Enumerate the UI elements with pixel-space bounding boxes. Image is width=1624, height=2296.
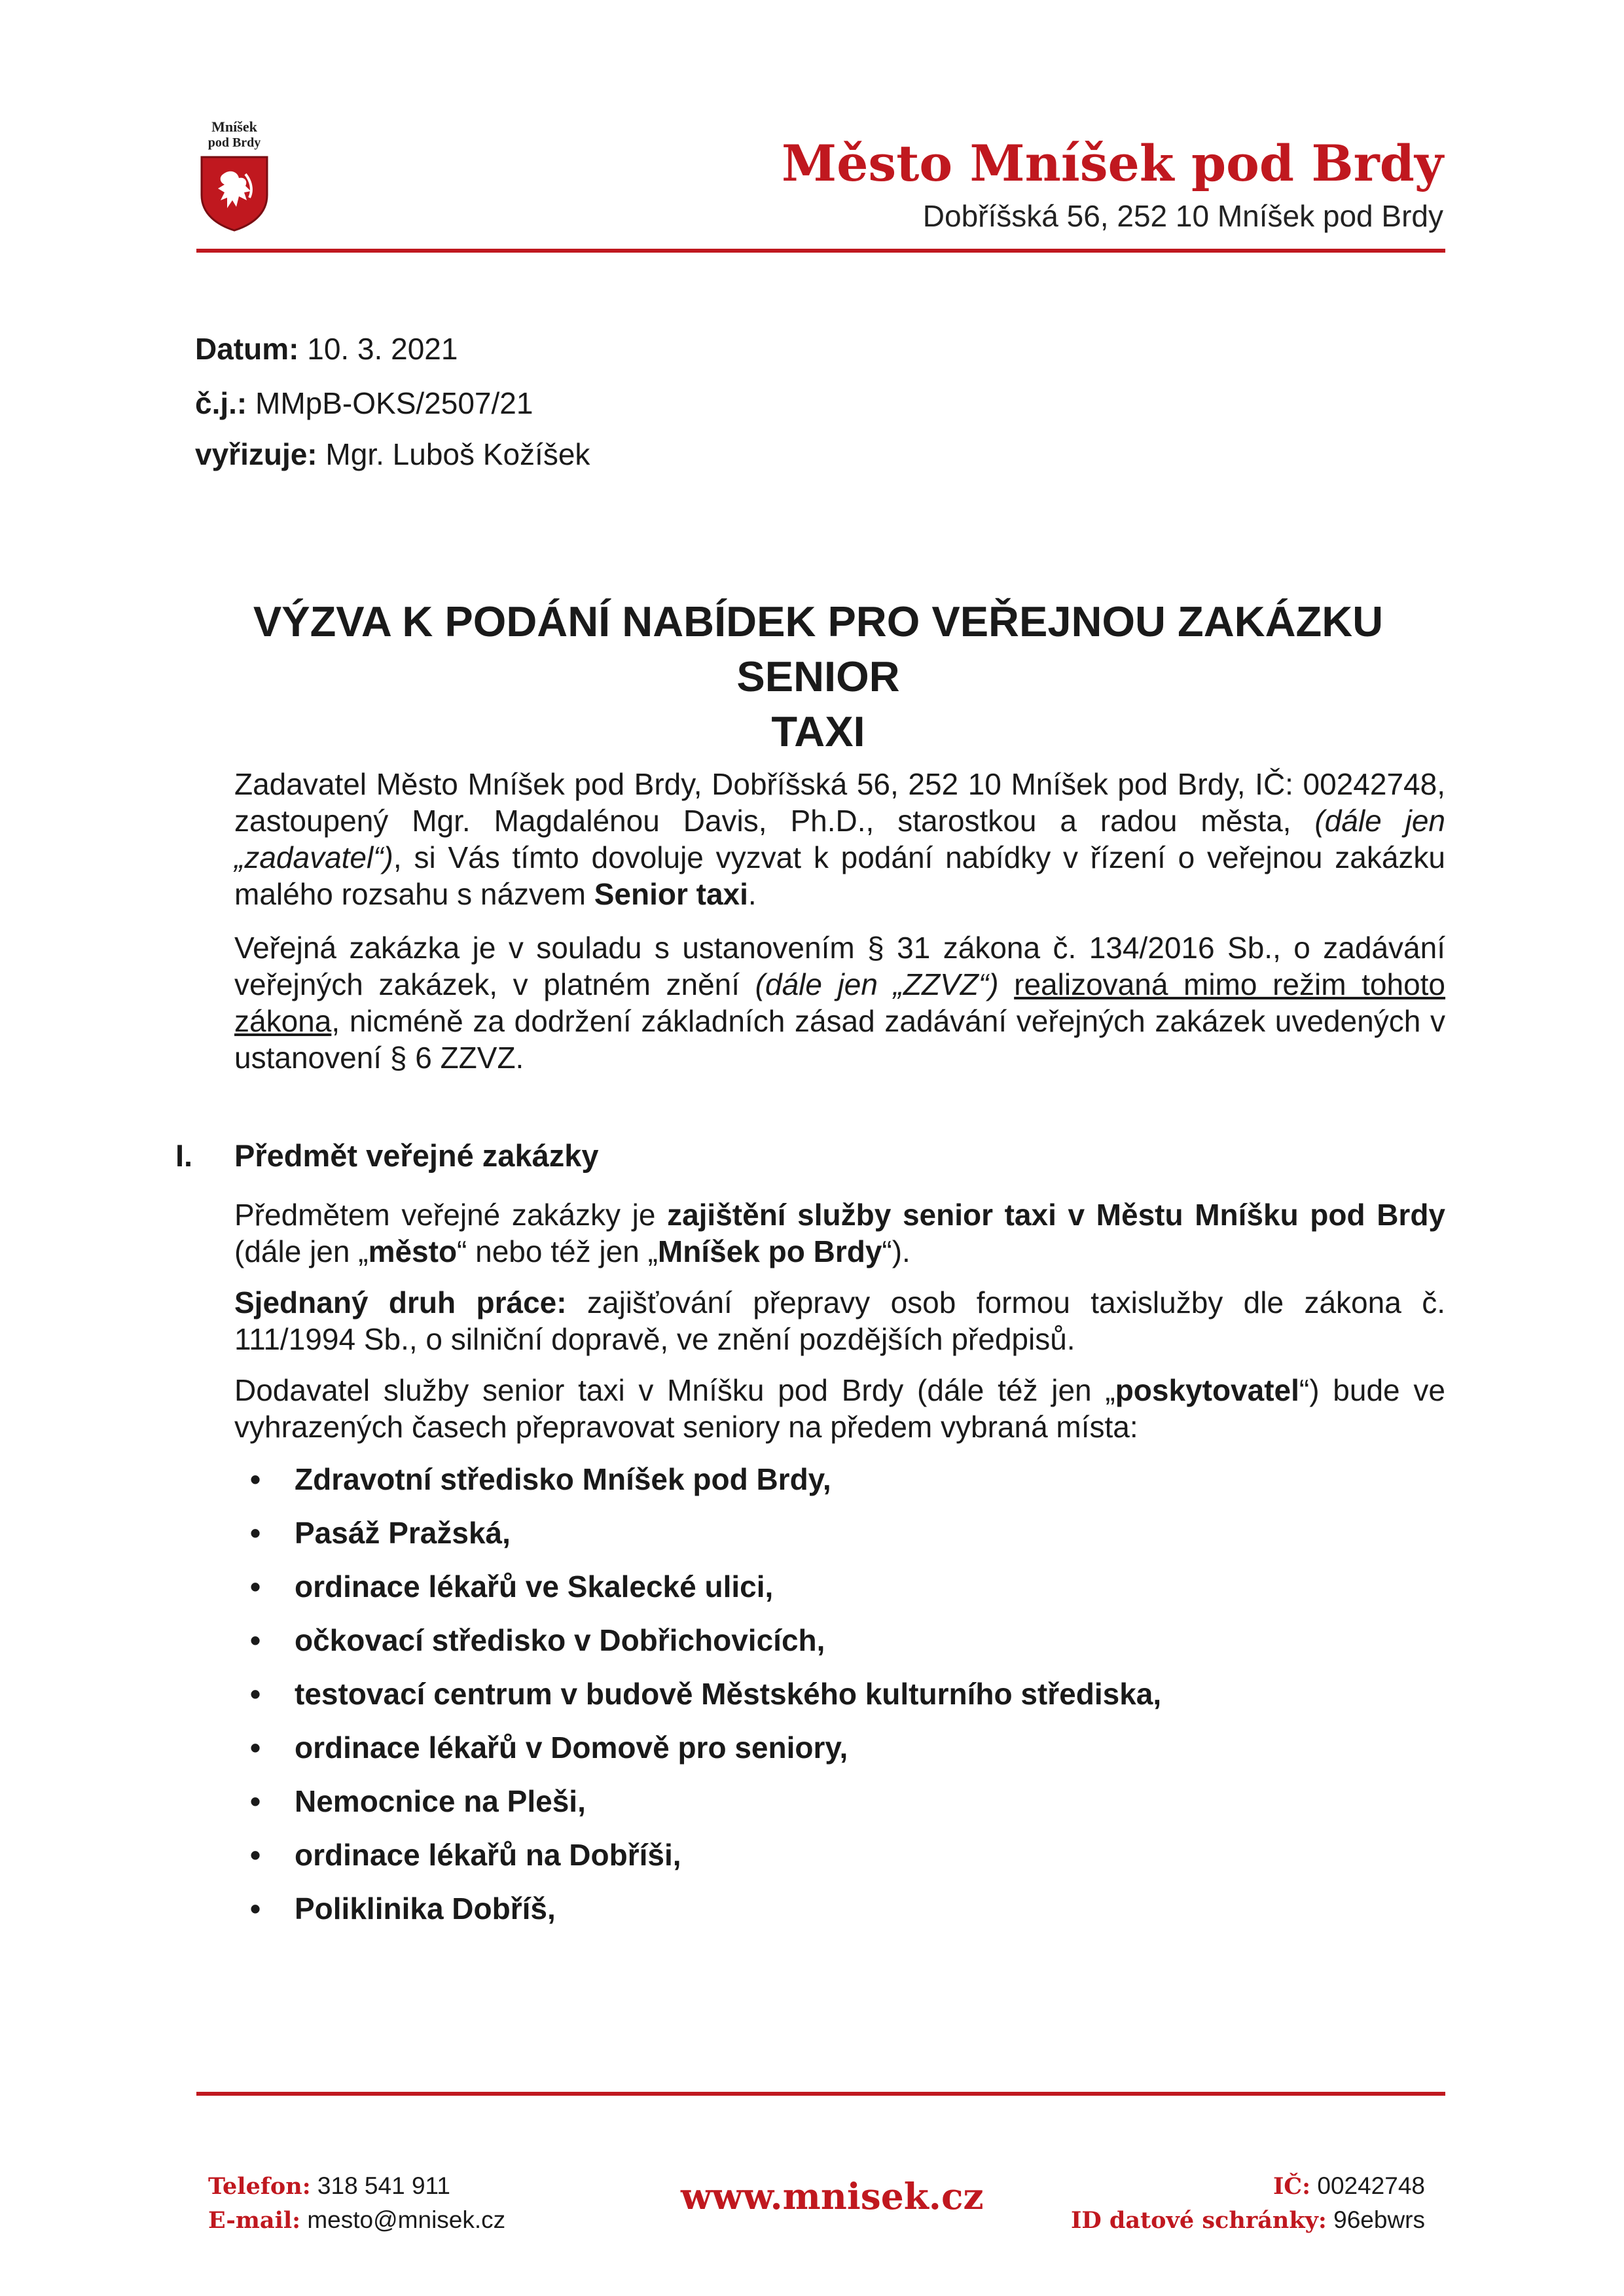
footer-ico bbox=[1273, 2168, 1425, 2205]
list-item: • testovací centrum v budově Městského kulturního střediska, bbox=[234, 1676, 1161, 1729]
intro-p1-text2: , si Vás tímto dovoluje vyzvat k podání nabídky v řízení o veřejnou zakázku malého rozsahu s názvem bbox=[234, 840, 1445, 911]
intro-paragraph-2 bbox=[234, 929, 1445, 1076]
city-name: Město Mníšek pod Brdy bbox=[781, 134, 1443, 192]
city-address: Dobříšská 56, 252 10 Mníšek pod Brdy bbox=[922, 199, 1443, 233]
destination-list bbox=[234, 1461, 1161, 1944]
section1-paragraph-2 bbox=[234, 1284, 1445, 1357]
intro-p2-italic: (dále jen „ZZVZ“) bbox=[755, 967, 999, 1001]
document-title bbox=[190, 594, 1447, 759]
date-label: Datum: bbox=[195, 332, 299, 366]
intro-p2-text: Veřejná zakázka je v souladu s ustanovením § 31 zákona č. 134/2016 Sb., o zadávání veřejných zakázek, v platném znění bbox=[234, 931, 1445, 1001]
handler-value: Mgr. Luboš Kožíšek bbox=[325, 437, 590, 471]
list-item: • Nemocnice na Pleši, bbox=[234, 1783, 1161, 1837]
logo-text-line2: pod Brdy bbox=[208, 135, 261, 150]
email-label: E-mail: bbox=[208, 2207, 301, 2234]
title-line2: TAXI bbox=[771, 708, 865, 755]
ico-label: IČ: bbox=[1272, 2173, 1311, 2200]
title-line1: VÝZVA K PODÁNÍ NABÍDEK PRO VEŘEJNOU ZAKÁZKU SENIOR bbox=[253, 598, 1384, 700]
s1-p2-text: zajišťování přepravy osob formou taxislužby dle zákona č. 111/1994 Sb., o silniční dopravě, ve znění pozdějších předpisů. bbox=[234, 1285, 1445, 1356]
reference-value: MMpB-OKS/2507/21 bbox=[255, 386, 533, 420]
s1-p1-bold2: město bbox=[368, 1234, 458, 1268]
footer-phone bbox=[208, 2168, 450, 2205]
reference-label: č.j.: bbox=[195, 386, 247, 420]
list-item: • Pasáž Pražská, bbox=[234, 1515, 1161, 1568]
logo-text-line1: Mníšek bbox=[211, 118, 257, 135]
date-value: 10. 3. 2021 bbox=[307, 332, 458, 366]
handler-label: vyřizuje: bbox=[195, 437, 317, 471]
databox-value: 96ebwrs bbox=[1333, 2206, 1425, 2233]
reference-line bbox=[195, 385, 533, 422]
databox-label: ID datové schránky: bbox=[1070, 2207, 1327, 2234]
list-item: • ordinace lékařů ve Skalecké ulici, bbox=[234, 1568, 1161, 1622]
list-item: • ordinace lékařů v Domově pro seniory, bbox=[234, 1729, 1161, 1783]
s1-p1-text: Předmětem veřejné zakázky je bbox=[234, 1198, 656, 1232]
city-logo bbox=[196, 119, 272, 233]
intro-p2-underline: realizovaná mimo režim tohoto zákona bbox=[234, 967, 1446, 1038]
section-heading bbox=[175, 1138, 599, 1174]
section-title: Předmět veřejné zakázky bbox=[234, 1138, 599, 1173]
footer-databox bbox=[1071, 2202, 1425, 2239]
s1-p3-text: Dodavatel služby senior taxi v Mníšku pod Brdy (dále též jen „ bbox=[234, 1373, 1115, 1407]
handler-line bbox=[195, 436, 590, 473]
s1-p3-text2: “) bude ve vyhrazených časech přepravovat seniory na předem vybraná místa: bbox=[234, 1373, 1445, 1444]
list-item: • očkovací středisko v Dobřichovicích, bbox=[234, 1622, 1161, 1676]
list-item: • Poliklinika Dobříš, bbox=[234, 1890, 1161, 1944]
footer-rule bbox=[196, 2092, 1445, 2096]
intro-p1-italic: (dále jen „zadavatel“) bbox=[234, 804, 1446, 874]
section1-paragraph-1 bbox=[234, 1196, 1445, 1270]
coat-of-arms-icon bbox=[198, 154, 270, 233]
email-value: mesto@mnisek.cz bbox=[307, 2206, 506, 2233]
s1-p1-text2: (dále jen „ bbox=[234, 1234, 369, 1268]
section1-paragraph-3 bbox=[234, 1372, 1445, 1445]
intro-paragraph-1 bbox=[234, 766, 1445, 912]
phone-label: Telefon: bbox=[208, 2173, 311, 2200]
contract-name: Senior taxi bbox=[594, 877, 748, 911]
s1-p1-text3: “ nebo též jen „ bbox=[457, 1234, 658, 1268]
s1-p2-bold: Sjednaný druh práce: bbox=[234, 1285, 567, 1319]
s1-p1-end: “). bbox=[882, 1234, 911, 1268]
header-rule bbox=[196, 249, 1445, 253]
intro-p2-text2: , nicméně za dodržení základních zásad zadávání veřejných zakázek uvedených v ustanovení § 6 ZZVZ. bbox=[234, 1004, 1445, 1075]
phone-value: 318 541 911 bbox=[317, 2172, 450, 2199]
section-number: I. bbox=[175, 1138, 193, 1173]
intro-p1-text: Zadavatel Město Mníšek pod Brdy, Dobříšská 56, 252 10 Mníšek pod Brdy, IČ: 00242748, zastoupený Mgr. Magdalénou Davis, Ph.D., starostkou a radou města, bbox=[234, 767, 1445, 838]
intro-p1-end: . bbox=[748, 877, 757, 911]
s1-p1-bold: zajištění služby senior taxi v Městu Mníšku pod Brdy bbox=[667, 1198, 1445, 1232]
date-line bbox=[195, 331, 458, 367]
ico-value: 00242748 bbox=[1317, 2172, 1425, 2199]
footer-email bbox=[208, 2202, 505, 2239]
website-link[interactable]: www.mnisek.cz bbox=[681, 2175, 984, 2217]
list-item: • ordinace lékařů na Dobříši, bbox=[234, 1837, 1161, 1890]
s1-p3-bold: poskytovatel bbox=[1115, 1373, 1299, 1407]
list-item: • Zdravotní středisko Mníšek pod Brdy, bbox=[234, 1461, 1161, 1515]
s1-p1-bold3: Mníšek po Brdy bbox=[657, 1234, 882, 1268]
